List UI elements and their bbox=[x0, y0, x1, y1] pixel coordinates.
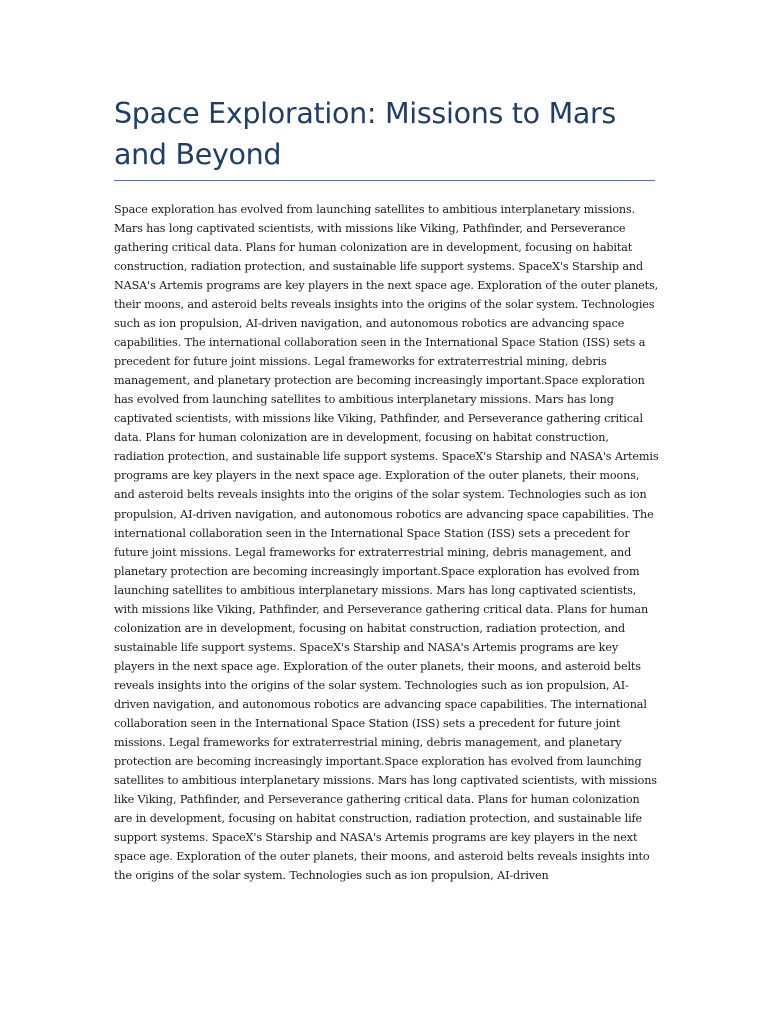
document-title: Space Exploration: Missions to Mars and Beyond bbox=[114, 97, 616, 171]
body-paragraph: Space exploration has evolved from launching satellites to ambitious interplanetary missions. Mars has long captivated scientists, with missions like Viking, Pathfinder, and Perseverance gathering critical data. Plans for human colonization are in development, focusing on habitat construction, radiation protection, and sustainable life support systems. SpaceX's Starship and NASA's Artemis programs are key players in the next space age. Exploration of the outer planets, their moons, and asteroid belts reveals insights into the origins of the solar system. Technologies such as ion propulsion, AI-driven navigation, and autonomous robotics are advancing space capabilities. The international collaboration seen in the International Space Station (ISS) sets a precedent for future joint missions. Legal frameworks for extraterrestrial mining, debris management, and planetary protection are becoming increasingly important.Space exploration has evolved from launching satellites to ambitious interplanetary missions. Mars has long captivated scientists, with missions like Viking, Pathfinder, and Perseverance gathering critical data. Plans for human colonization are in development, focusing on habitat construction, radiation protection, and sustainable life support systems. SpaceX's Starship and NASA's Artemis programs are key players in the next space age. Exploration of the outer planets, their moons, and asteroid belts reveals insights into the origins of the solar system. Technologies such as ion propulsion, AI-driven navigation, and autonomous robotics are advancing space capabilities. The international collaboration seen in the International Space Station (ISS) sets a precedent for future joint missions. Legal frameworks for extraterrestrial mining, debris management, and planetary protection are becoming increasingly important.Space exploration has evolved from launching satellites to ambitious interplanetary missions. Mars has long captivated scientists, with missions like Viking, Pathfinder, and Perseverance gathering critical data. Plans for human colonization are in development, focusing on habitat construction, radiation protection, and sustainable life support systems. SpaceX's Starship and NASA's Artemis programs are key players in the next space age. Exploration of the outer planets, their moons, and asteroid belts reveals insights into the origins of the solar system. Technologies such as ion propulsion, AI-driven navigation, and autonomous robotics are advancing space capabilities. The international collaboration seen in the International Space Station (ISS) sets a precedent for future joint missions. Legal frameworks for extraterrestrial mining, debris management, and planetary protection are becoming increasingly important.Space exploration has evolved from launching satellites to ambitious interplanetary missions. Mars has long captivated scientists, with missions like Viking, Pathfinder, and Perseverance gathering critical data. Plans for human colonization are in development, focusing on habitat construction, radiation protection, and sustainable life support systems. SpaceX's Starship and NASA's Artemis programs are key players in the next space age. Exploration of the outer planets, their moons, and asteroid belts reveals insights into the origins of the solar system. Technologies such as ion propulsion, AI-driven bbox=[114, 203, 659, 883]
title-underline-divider bbox=[114, 180, 655, 181]
